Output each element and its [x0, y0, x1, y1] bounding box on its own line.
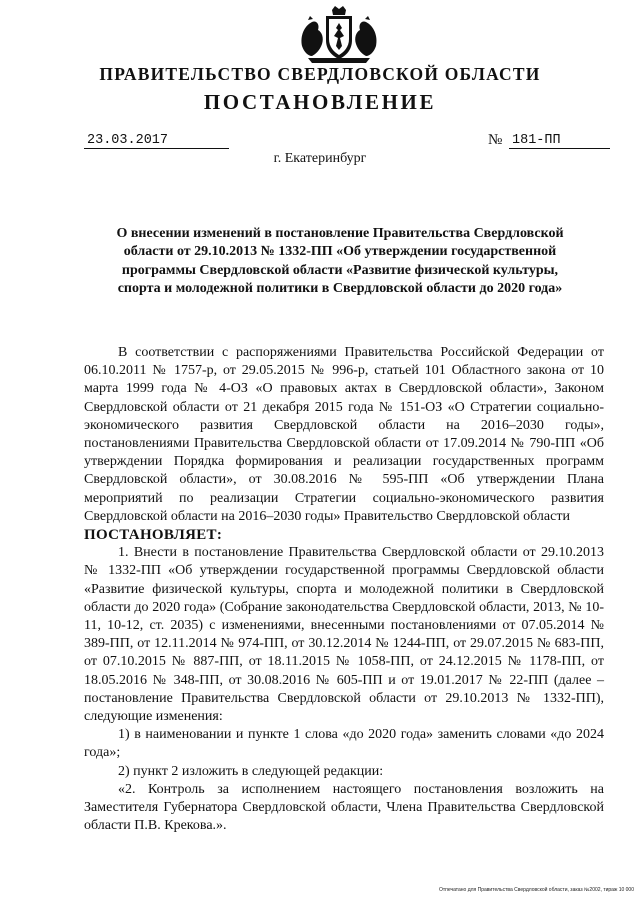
- number-label: №: [488, 132, 503, 148]
- decree-date: 23.03.2017: [84, 133, 229, 149]
- subitem-1-paragraph: 1) в наименовании и пункте 1 слова «до 2020 года» заменить словами «до 2024 года»;: [84, 727, 604, 761]
- decree-body: [84, 344, 604, 835]
- resolves-heading: ПОСТАНОВЛЯЕТ:: [84, 527, 223, 544]
- decree-number: 181-ПП: [509, 133, 610, 149]
- subitem-2-paragraph: 2) пункт 2 изложить в следующей редакции:: [118, 763, 384, 779]
- preamble-paragraph: В соответствии с распоряжениями Правительства Российской Федерации от 06.10.2011 № 1757-р, от 29.05.2015 № 996-р, статьей 101 Областного закона от 10 марта 1999 года № 4-ОЗ «О правовых актах в Свердловской области», Законом Свердловской области от 21 декабря 2015 года № 151-ОЗ «О Стратегии социально-экономического развития Свердловской области на 2016–2030 годы», постановлениями Правительства Свердловской области от 17.09.2014 № 790-ПП «Об утверждении Порядка формирования и реализации государственных программ Свердловской области», от 30.08.2016 № 595-ПП «Об утверждении Плана мероприятий по реализации Стратегии социально-экономического развития Свердловской области на 2016–2030 годы» Правительство Свердловской области: [84, 345, 604, 524]
- document-type: ПОСТАНОВЛЕНИЕ: [203, 90, 437, 114]
- item-1-paragraph: 1. Внести в постановление Правительства Свердловской области от 29.10.2013 № 1332-ПП «Об утверждении государственной программы Свердловской области «Развитие физической культуры, спорта и молодежной политики в Свердловской области до 2020 года» (Собрание законодательства Свердловской области, 2013, № 10-11, 10-12, ст. 2035) с изменениями, внесенными постановлениями от 07.05.2014 № 389-ПП, от 12.11.2014 № 974-ПП, от 30.12.2014 № 1244-ПП, от 29.07.2015 № 683-ПП, от 07.10.2015 № 887-ПП, от 18.11.2015 № 1058-ПП, от 24.12.2015 № 1178-ПП, от 18.05.2016 № 348-ПП, от 30.08.2016 № 605-ПП и от 19.01.2017 № 22-ПП (далее – постановление Правительства Свердловской области от 29.10.2013 № 1332-ПП), следующие изменения:: [84, 545, 604, 725]
- decree-title: О внесении изменений в постановление Правительства Свердловской области от 29.10.2013 № 1332-ПП «Об утверждении государственной программы Свердловской области «Развитие физической культуры, спорта и молодежной политики в Свердловской области до 2020 года»: [116, 226, 564, 297]
- government-name: ПРАВИТЕЛЬСТВО СВЕРДЛОВСКОЙ ОБЛАСТИ: [99, 64, 541, 84]
- sverdlovsk-coat-of-arms-icon: [294, 6, 384, 64]
- print-footnote: Отпечатано для Правительства Свердловской области, заказ №2002, тираж 10 000: [438, 887, 634, 893]
- quoted-paragraph: «2. Контроль за исполнением настоящего постановления возложить на Заместителя Губернатора Свердловской области, Члена Правительства Свердловской области П.В. Крекова.».: [84, 781, 604, 834]
- city: г. Екатеринбург: [273, 151, 367, 166]
